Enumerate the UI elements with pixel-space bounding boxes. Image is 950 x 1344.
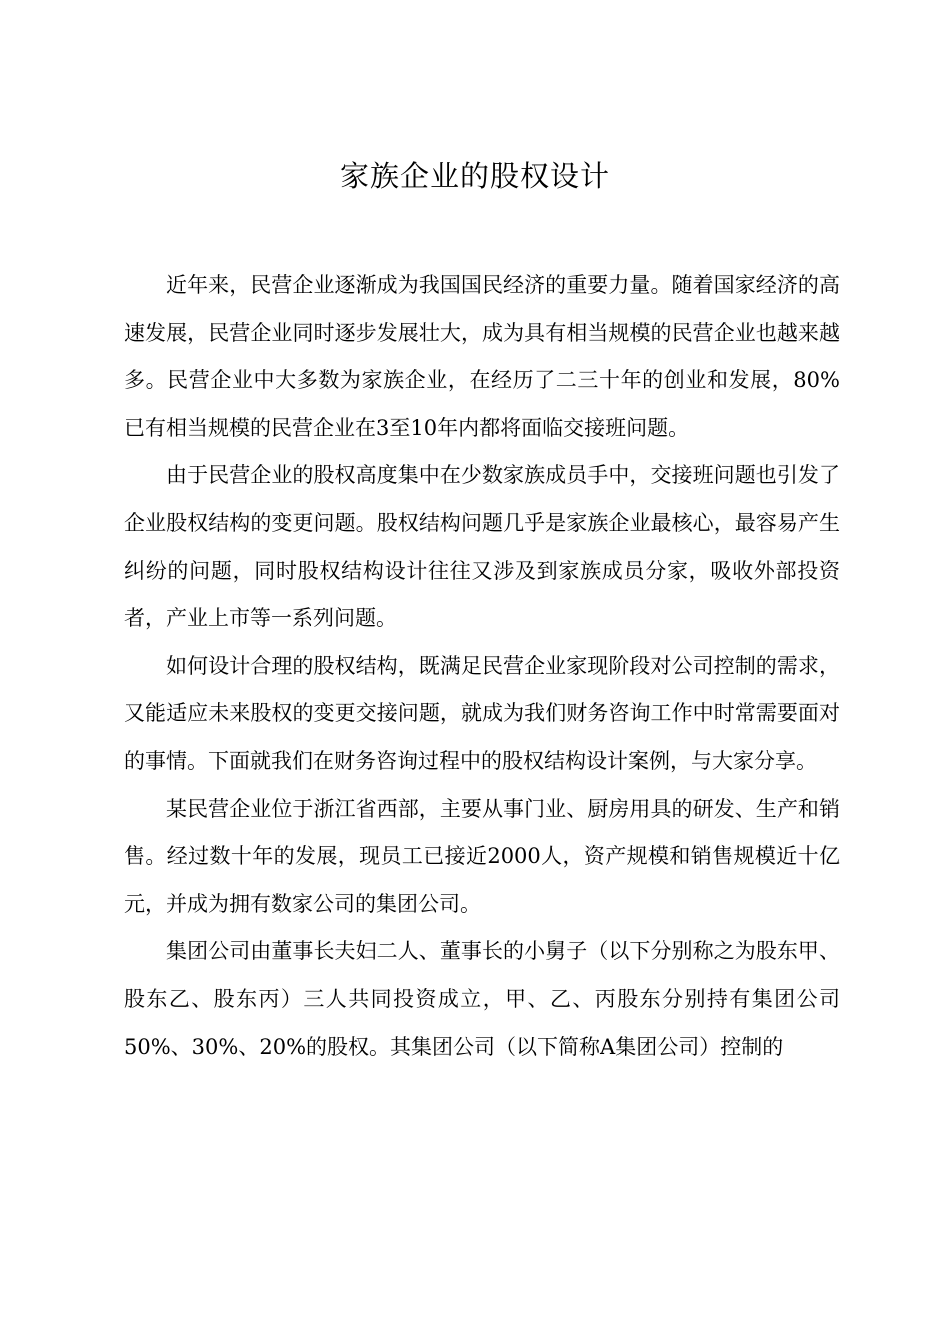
paragraph-3: 如何设计合理的股权结构，既满足民营企业家现阶段对公司控制的需求，又能适应未来股权的变更交接问题，就成为我们财务咨询工作中时常需要面对的事情。下面就我们在财务咨询过程中的股权结构设计案例，与大家分享。 bbox=[124, 653, 840, 773]
paragraph-5: 集团公司由董事长夫妇二人、董事长的小舅子（以下分别称之为股东甲、股东乙、股东丙）三人共同投资成立，甲、乙、丙股东分别持有集团公司50%、30%、20%的股权。其集团公司（以下简称A集团公司）控制的 bbox=[124, 939, 840, 1059]
paragraph-1: 近年来，民营企业逐渐成为我国国民经济的重要力量。随着国家经济的高速发展，民营企业同时逐步发展壮大，成为具有相当规模的民营企业也越来越多。民营企业中大多数为家族企业，在经历了二三十年的创业和发展，80%已有相当规模的民营企业在3至10年内都将面临交接班问题。 bbox=[124, 273, 840, 440]
paragraph-4: 某民营企业位于浙江省西部，主要从事门业、厨房用具的研发、生产和销售。经过数十年的发展，现员工已接近2000人，资产规模和销售规模近十亿元，并成为拥有数家公司的集团公司。 bbox=[124, 796, 840, 916]
document-title: 家族企业的股权设计 bbox=[339, 159, 610, 193]
document-body bbox=[124, 262, 840, 1071]
paragraph-2: 由于民营企业的股权高度集中在少数家族成员手中，交接班问题也引发了企业股权结构的变更问题。股权结构问题几乎是家族企业最核心，最容易产生纠纷的问题，同时股权结构设计往往又涉及到家族成员分家，吸收外部投资者，产业上市等一系列问题。 bbox=[124, 463, 840, 631]
